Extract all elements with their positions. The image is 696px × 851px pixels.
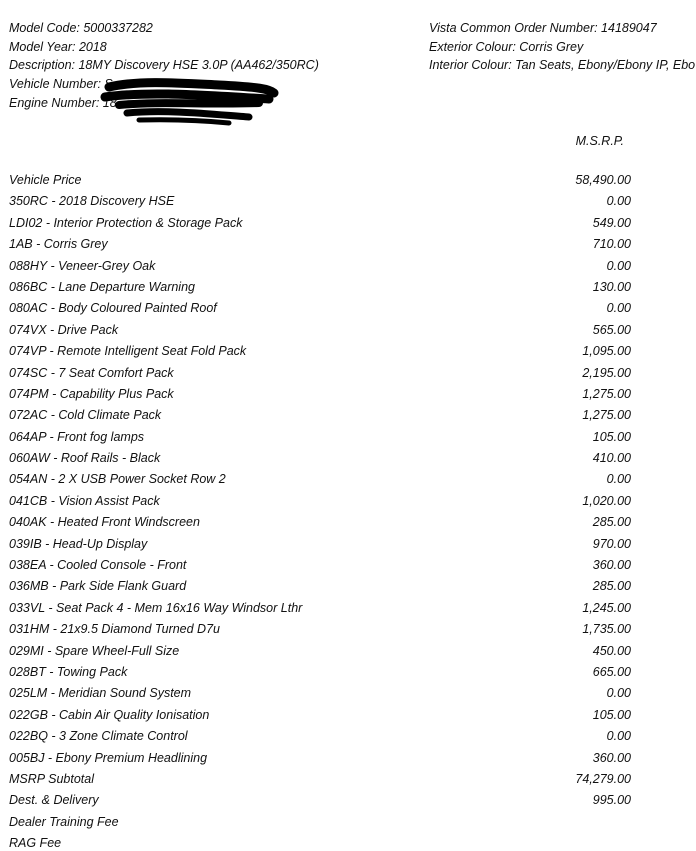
line-item-amount: 565.00 xyxy=(592,322,631,337)
line-item-row xyxy=(9,683,649,704)
line-item-description: 029MI - Spare Wheel-Full Size xyxy=(9,643,180,658)
line-item-amount: 2,195.00 xyxy=(582,365,631,380)
line-item-amount: 105.00 xyxy=(592,707,631,722)
line-item-description: 022BQ - 3 Zone Climate Control xyxy=(9,729,188,744)
line-item-amount: 0.00 xyxy=(606,194,631,209)
line-item-amount: 285.00 xyxy=(592,515,631,530)
redaction-scribble xyxy=(99,75,279,127)
line-item-row xyxy=(9,427,649,448)
line-item-amount: 360.00 xyxy=(592,750,631,765)
line-item-row xyxy=(9,641,649,662)
line-item-description: 036MB - Park Side Flank Guard xyxy=(9,579,187,594)
interior-colour: Interior Colour: Tan Seats, Ebony/Ebony IP, Ebo xyxy=(429,58,696,73)
line-item-amount: 410.00 xyxy=(592,451,631,466)
line-item-description: 060AW - Roof Rails - Black xyxy=(9,451,161,466)
model-code: Model Code: 5000337282 xyxy=(9,21,153,35)
line-item-amount: 105.00 xyxy=(592,429,631,444)
line-item-description: 074VP - Remote Intelligent Seat Fold Pack xyxy=(9,344,247,359)
line-item-row xyxy=(9,256,649,277)
line-item-description: 072AC - Cold Climate Pack xyxy=(9,408,162,423)
line-item-amount: 1,735.00 xyxy=(582,622,631,637)
exterior-colour: Exterior Colour: Corris Grey xyxy=(429,39,584,54)
line-item-row xyxy=(9,277,649,298)
model-year: Model Year: 2018 xyxy=(9,39,107,54)
line-item-row xyxy=(9,234,649,255)
line-item-row xyxy=(9,469,649,490)
line-item-row xyxy=(9,619,649,640)
line-item-amount: 1,245.00 xyxy=(582,600,631,615)
line-item-amount: 130.00 xyxy=(592,279,631,294)
line-item-amount: 710.00 xyxy=(592,237,631,252)
order-details xyxy=(429,19,696,75)
line-item-description: 022GB - Cabin Air Quality Ionisation xyxy=(9,707,210,722)
line-item-amount: 58,490.00 xyxy=(575,173,631,187)
line-item-row xyxy=(9,748,649,769)
line-item-amount: 74,279.00 xyxy=(575,771,631,786)
line-item-row xyxy=(9,191,649,212)
line-item-amount: 995.00 xyxy=(592,793,631,808)
line-item-row xyxy=(9,662,649,683)
line-item-amount: 0.00 xyxy=(606,472,631,487)
line-item-amount: 0.00 xyxy=(606,258,631,273)
line-item-row xyxy=(9,384,649,405)
msrp-column-heading: M.S.R.P. xyxy=(575,134,624,148)
line-item-row xyxy=(9,491,649,512)
line-item-description: 086BC - Lane Departure Warning xyxy=(9,279,195,294)
line-item-amount: 1,275.00 xyxy=(582,386,631,401)
line-item-amount: 285.00 xyxy=(592,579,631,594)
line-item-row xyxy=(9,448,649,469)
line-item-row xyxy=(9,812,649,833)
line-item-amount: 360.00 xyxy=(592,558,631,573)
line-item-amount: 0.00 xyxy=(606,686,631,701)
line-item-amount: 1,020.00 xyxy=(582,493,631,508)
line-item-description: 350RC - 2018 Discovery HSE xyxy=(9,194,175,209)
vehicle-number: Vehicle Number: S xyxy=(9,77,113,92)
line-item-amount: 549.00 xyxy=(592,215,631,230)
line-item-description: 1AB - Corris Grey xyxy=(9,237,108,252)
line-item-amount: 0.00 xyxy=(606,301,631,316)
line-item-description: 005BJ - Ebony Premium Headlining xyxy=(9,750,208,765)
line-item-row xyxy=(9,726,649,747)
line-item-description: 025LM - Meridian Sound System xyxy=(9,686,192,701)
line-item-description: 039IB - Head-Up Display xyxy=(9,536,148,551)
line-item-row xyxy=(9,769,649,790)
line-item-amount: 970.00 xyxy=(592,536,631,551)
line-item-description: 080AC - Body Coloured Painted Roof xyxy=(9,301,217,316)
line-item-row xyxy=(9,705,649,726)
line-item-row xyxy=(9,320,649,341)
line-item-description: MSRP Subtotal xyxy=(9,771,94,786)
line-item-description: Vehicle Price xyxy=(9,173,82,187)
line-item-description: LDI02 - Interior Protection & Storage Pack xyxy=(9,215,243,230)
line-item-description: 074PM - Capability Plus Pack xyxy=(9,386,174,401)
line-item-row xyxy=(9,363,649,384)
line-item-row xyxy=(9,790,649,811)
line-item-row xyxy=(9,213,649,234)
line-item-amount: 1,275.00 xyxy=(582,408,631,423)
line-item-description: 054AN - 2 X USB Power Socket Row 2 xyxy=(9,472,226,487)
line-item-description: 028BT - Towing Pack xyxy=(9,664,128,679)
line-item-amount: 0.00 xyxy=(606,729,631,744)
line-item-description: Dest. & Delivery xyxy=(9,793,99,808)
line-item-row xyxy=(9,555,649,576)
line-item-description: RAG Fee xyxy=(9,836,62,851)
line-item-description: Dealer Training Fee xyxy=(9,814,119,829)
line-item-row xyxy=(9,405,649,426)
line-item-description: 041CB - Vision Assist Pack xyxy=(9,493,160,508)
line-item-description: 038EA - Cooled Console - Front xyxy=(9,558,187,573)
order-number: Vista Common Order Number: 14189047 xyxy=(429,21,657,35)
line-item-amount: 450.00 xyxy=(592,643,631,658)
line-item-row xyxy=(9,512,649,533)
line-item-row xyxy=(9,170,649,191)
line-items-list xyxy=(9,170,649,851)
line-item-description: 031HM - 21x9.5 Diamond Turned D7u xyxy=(9,622,220,637)
line-item-row xyxy=(9,598,649,619)
line-item-description: 074VX - Drive Pack xyxy=(9,322,119,337)
line-item-row xyxy=(9,833,649,851)
line-item-description: 088HY - Veneer-Grey Oak xyxy=(9,258,156,273)
description: Description: 18MY Discovery HSE 3.0P (AA462/350RC) xyxy=(9,58,319,73)
line-item-row xyxy=(9,534,649,555)
line-item-description: 074SC - 7 Seat Comfort Pack xyxy=(9,365,174,380)
line-item-row xyxy=(9,576,649,597)
engine-number: Engine Number: 18 xyxy=(9,95,117,110)
line-item-amount: 665.00 xyxy=(592,664,631,679)
line-item-row xyxy=(9,341,649,362)
line-item-description: 040AK - Heated Front Windscreen xyxy=(9,515,200,530)
line-item-amount: 1,095.00 xyxy=(582,344,631,359)
line-item-row xyxy=(9,298,649,319)
line-item-description: 033VL - Seat Pack 4 - Mem 16x16 Way Windsor Lthr xyxy=(9,600,303,615)
line-item-description: 064AP - Front fog lamps xyxy=(9,429,145,444)
